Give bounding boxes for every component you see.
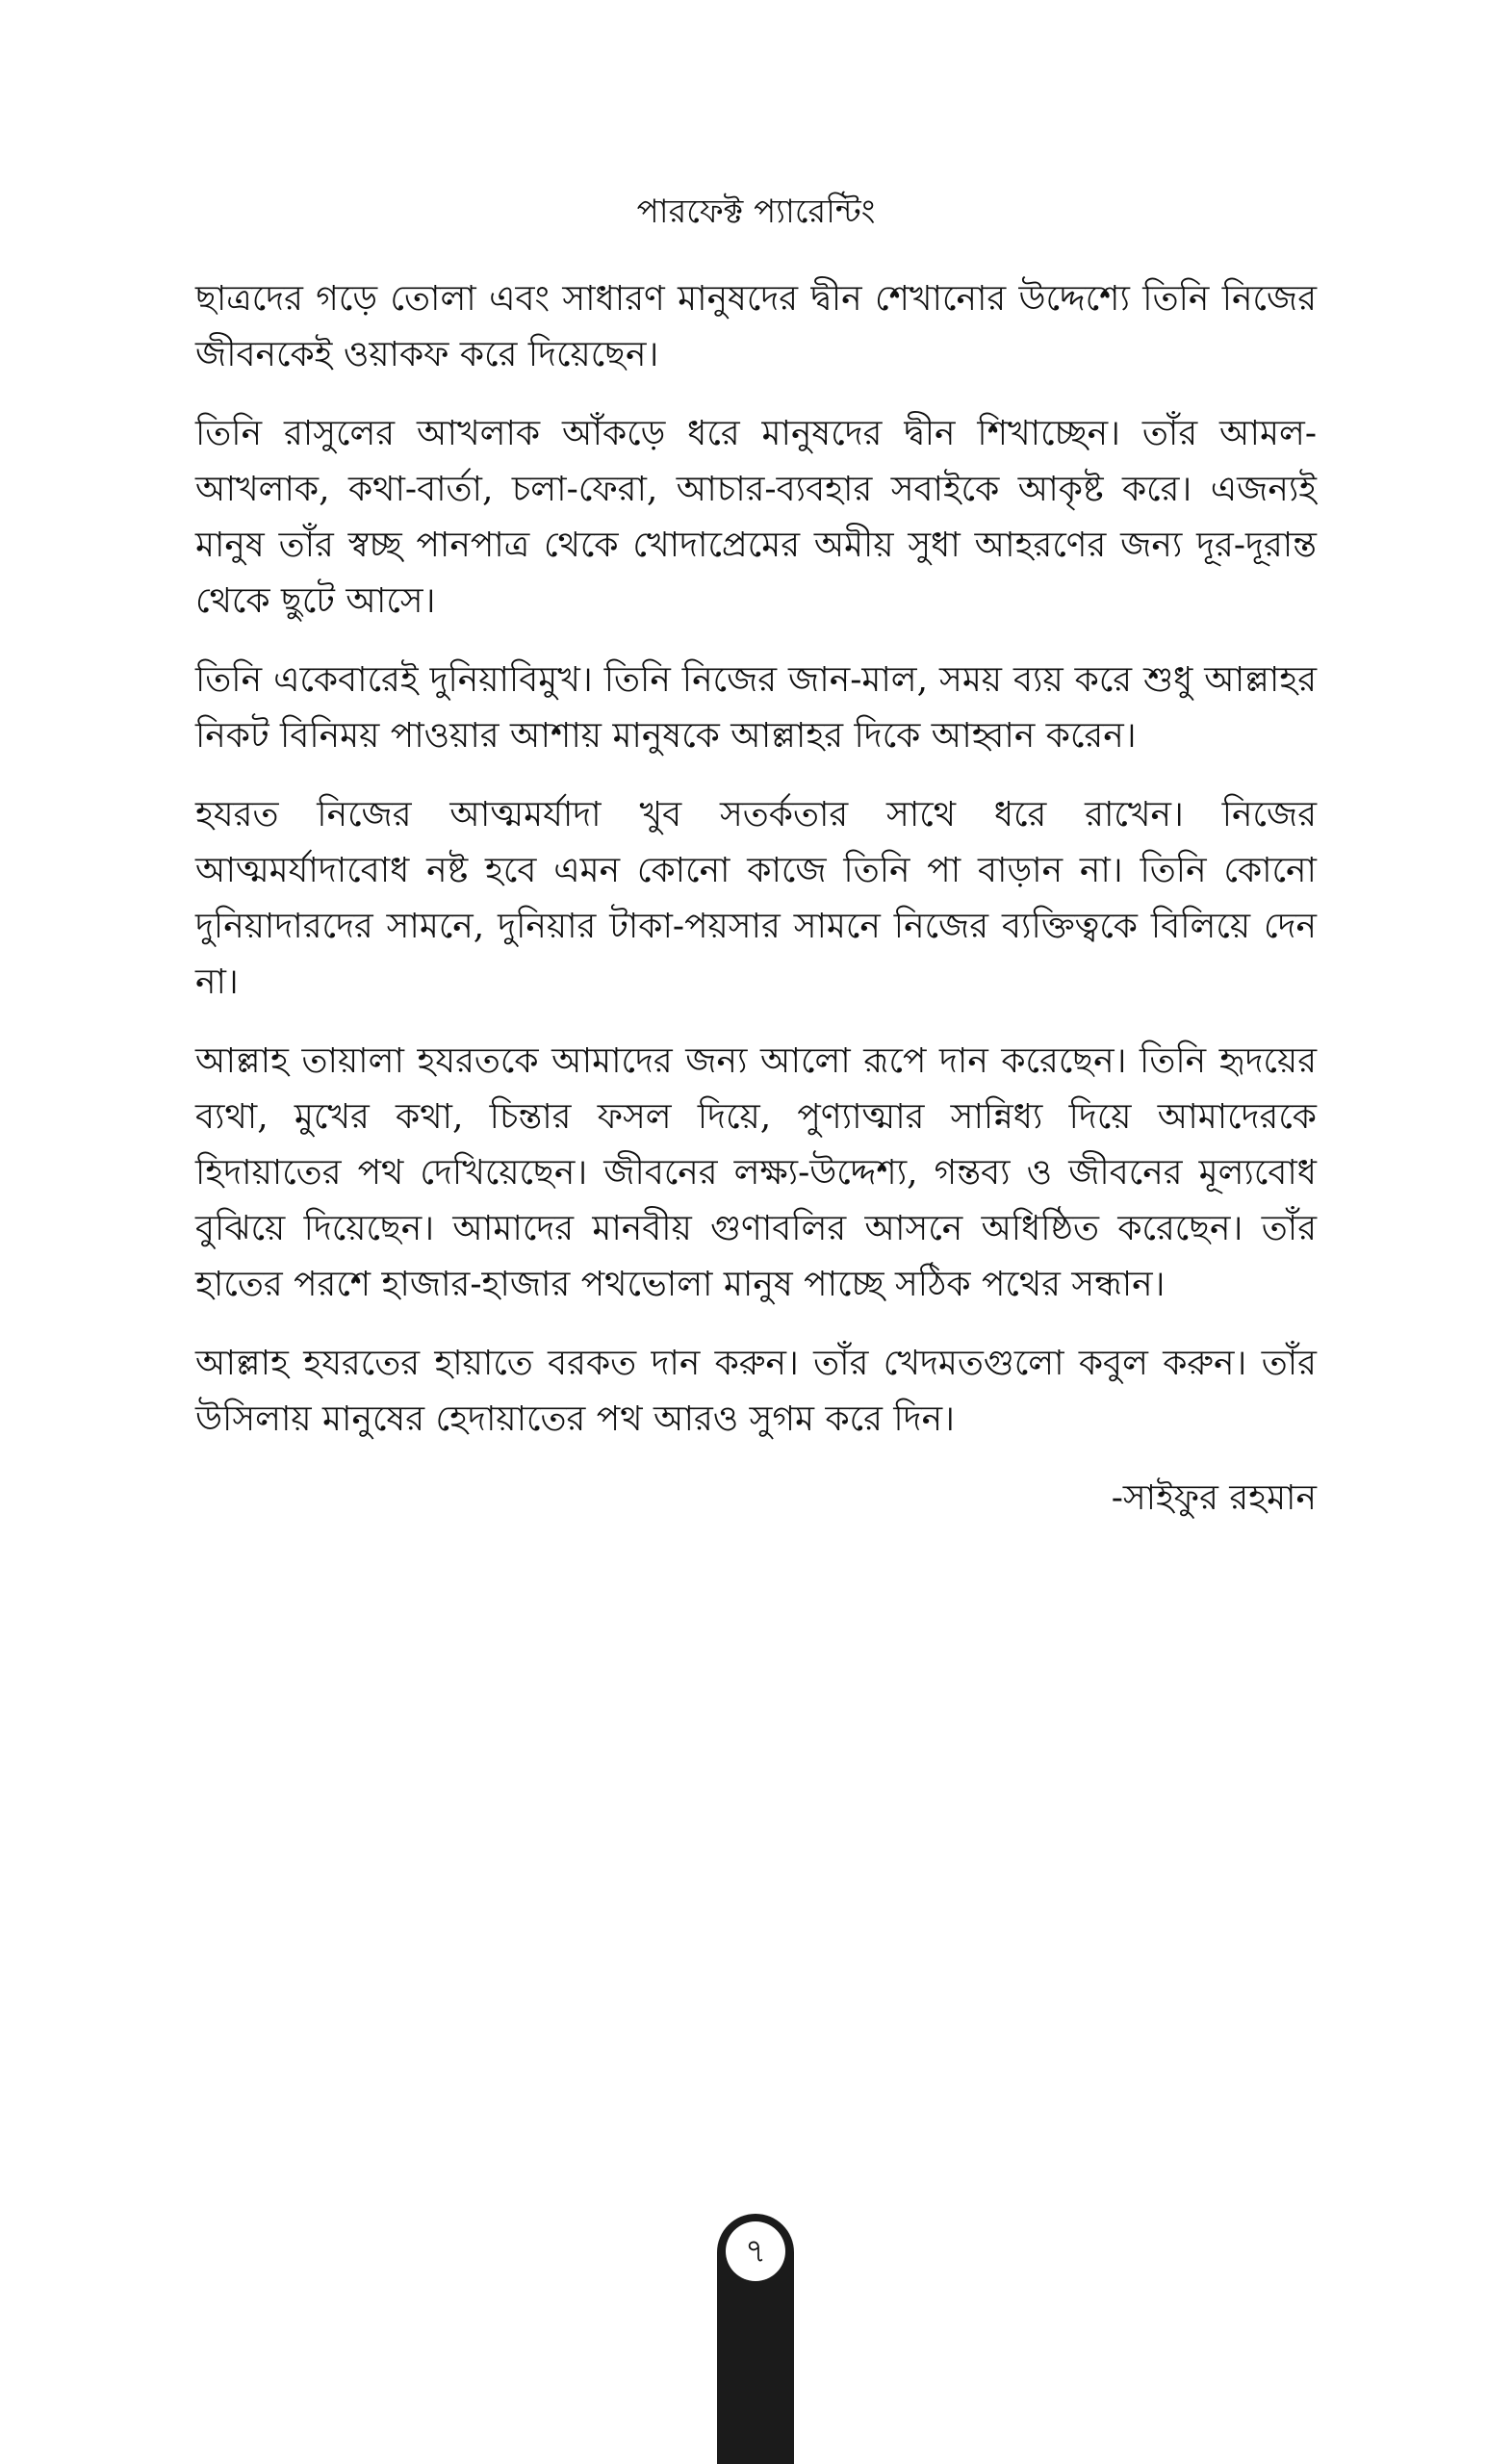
paragraph-5: আল্লাহ তায়ালা হযরতকে আমাদের জন্য আলো রূপে দান করেছেন। তিনি হৃদয়ের ব্যথা, মুখের কথা, চিন্তার ফসল দিয়ে, পুণ্যাত্মার সান্নিধ্য দিয়ে আমাদেরকে হিদায়াতের পথ দেখিয়েছেন। জীবনের লক্ষ্য-উদ্দেশ্য, গন্তব্য ও জীবনের মূল্যবোধ বুঝিয়ে দিয়েছেন। আমাদের মানবীয় গুণাবলির আসনে অধিষ্ঠিত করেছেন। তাঁর হাতের পরশে হাজার-হাজার পথভোলা মানুষ পাচ্ছে সঠিক পথের সন্ধান। bbox=[195, 1041, 1317, 1304]
paragraph-3: তিনি একেবারেই দুনিয়াবিমুখ। তিনি নিজের জান-মাল, সময় ব্যয় করে শুধু আল্লাহর নিকট বিনিময় পাওয়ার আশায় মানুষকে আল্লাহর দিকে আহ্বান করেন। bbox=[195, 660, 1317, 756]
page-number: ৭ bbox=[726, 2221, 785, 2281]
paragraph-4: হযরত নিজের আত্মমর্যাদা খুব সতর্কতার সাথে ধরে রাখেন। নিজের আত্মমর্যাদাবোধ নষ্ট হবে এমন কোনো কাজে তিনি পা বাড়ান না। তিনি কোনো দুনিয়াদারদের সামনে, দুনিয়ার টাকা-পয়সার সামনে নিজের ব্যক্তিত্বকে বিলিয়ে দেন না। bbox=[195, 795, 1317, 1002]
page-body bbox=[195, 271, 1317, 1527]
running-header: পারফেক্ট প্যারেন্টিং bbox=[636, 192, 876, 231]
paragraph-1: ছাত্রদের গড়ে তোলা এবং সাধারণ মানুষদের দ্বীন শেখানোর উদ্দেশ্যে তিনি নিজের জীবনকেই ওয়াকফ করে দিয়েছেন। bbox=[195, 279, 1317, 374]
author-signature: -সাইফুর রহমান bbox=[1111, 1478, 1317, 1518]
page-number-tab bbox=[717, 2214, 794, 2464]
paragraph-6: আল্লাহ হযরতের হায়াতে বরকত দান করুন। তাঁর খেদমতগুলো কবুল করুন। তাঁর উসিলায় মানুষের হেদায়াতের পথ আরও সুগম করে দিন। bbox=[195, 1344, 1317, 1439]
paragraph-2: তিনি রাসুলের আখলাক আঁকড়ে ধরে মানুষদের দ্বীন শিখাচ্ছেন। তাঁর আমল-আখলাক, কথা-বার্তা, চলা-ফেরা, আচার-ব্যবহার সবাইকে আকৃষ্ট করে। এজন্যই মানুষ তাঁর স্বচ্ছ পানপাত্র থেকে খোদাপ্রেমের অমীয় সুধা আহরণের জন্য দূর-দূরান্ত থেকে ছুটে আসে। bbox=[195, 414, 1317, 621]
